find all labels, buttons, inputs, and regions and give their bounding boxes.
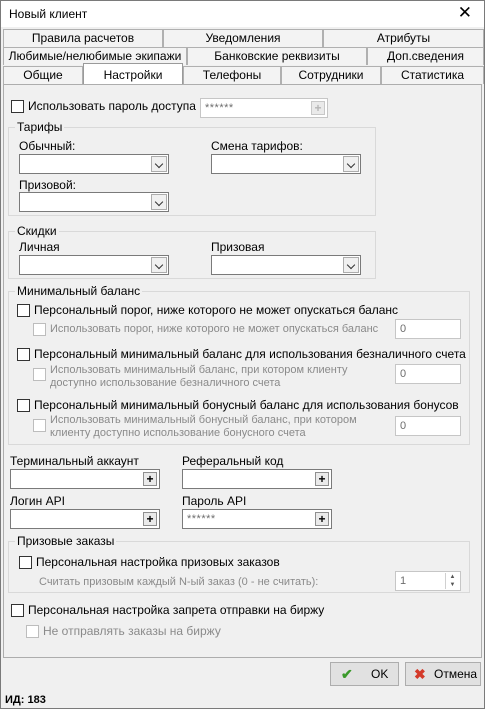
chevron-down-icon[interactable] <box>343 156 359 172</box>
cancel-label: Отмена <box>434 667 478 681</box>
ok-label: OK <box>371 667 389 681</box>
tab-extra[interactable]: Доп.сведения <box>367 47 484 65</box>
api-login-label: Логин API <box>10 494 65 508</box>
tab-bank[interactable]: Банковские реквизиты <box>187 47 367 65</box>
referral-code-field[interactable] <box>182 469 332 489</box>
api-password-plus-button[interactable]: + <box>315 512 329 526</box>
api-password-label: Пароль API <box>182 494 247 508</box>
bonus-checkbox[interactable] <box>17 399 30 412</box>
referral-code-plus-button[interactable]: + <box>315 472 329 486</box>
tab-settings[interactable]: Настройки <box>83 63 183 84</box>
bonus-sub-line2: клиенту доступно использование бонусного счета <box>50 427 306 439</box>
tab-general[interactable]: Общие <box>3 66 83 84</box>
access-password-label: Использовать пароль доступа <box>28 99 196 113</box>
tab-stats[interactable]: Статистика <box>381 66 484 84</box>
tab-employees[interactable]: Сотрудники <box>281 66 381 84</box>
discount-personal-label: Личная <box>19 240 60 254</box>
tab-attributes[interactable]: Атрибуты <box>323 29 484 47</box>
tab-crews[interactable]: Любимые/нелюбимые экипажи <box>3 47 187 65</box>
tab-notifications[interactable]: Уведомления <box>163 29 323 47</box>
discount-personal-select[interactable] <box>19 255 169 275</box>
min-balance-group <box>8 284 470 445</box>
spinner <box>445 573 459 589</box>
settings-panel <box>3 84 482 658</box>
cashless-sub-line2: доступно использование безналичного счета <box>50 377 281 389</box>
spin-up-icon: ▲ <box>449 574 456 580</box>
tariff-prize-label: Призовой: <box>19 178 76 192</box>
tariffs-group <box>8 120 376 216</box>
api-login-plus-button[interactable]: + <box>143 512 157 526</box>
cashless-sub-line1: Использовать минимальный баланс, при котором клиенту <box>50 364 348 376</box>
threshold-value-field: 0 <box>395 319 461 339</box>
chevron-down-icon[interactable] <box>343 257 359 273</box>
threshold-label: Персональный порог, ниже которого не может опускаться баланс <box>34 303 399 317</box>
prize-nth-stepper: 1 ▲ ▼ <box>395 571 461 591</box>
tariff-change-label: Смена тарифов: <box>211 139 303 153</box>
discounts-title: Скидки <box>17 224 57 238</box>
bonus-sub-line1: Использовать минимальный бонусный баланс, при котором <box>50 414 357 426</box>
cashless-value-field: 0 <box>395 364 461 384</box>
close-icon[interactable]: ✕ <box>457 3 472 22</box>
cancel-icon: ✖ <box>414 666 426 682</box>
window-title: Новый клиент <box>9 7 88 21</box>
terminal-account-field[interactable] <box>10 469 160 489</box>
no-send-checkbox <box>26 625 39 638</box>
terminal-account-plus-button[interactable]: + <box>143 472 157 486</box>
tariffs-title: Тарифы <box>17 120 63 134</box>
tariff-change-select[interactable] <box>211 154 361 174</box>
title-bar <box>1 1 484 27</box>
exchange-ban-label: Персональная настройка запрета отправки на биржу <box>28 603 325 617</box>
api-password-field[interactable]: ****** + <box>182 509 332 529</box>
cashless-label: Персональный минимальный баланс для использования безналичного счета <box>34 347 466 361</box>
threshold-checkbox[interactable] <box>17 304 30 317</box>
client-id-label: ИД: 183 <box>5 694 46 706</box>
referral-code-label: Реферальный код <box>182 454 284 468</box>
min-balance-title: Минимальный баланс <box>17 284 141 298</box>
api-login-field[interactable] <box>10 509 160 529</box>
access-password-field: ****** + <box>200 98 328 118</box>
tab-phones[interactable]: Телефоны <box>183 66 281 84</box>
spin-down-icon: ▼ <box>449 582 456 588</box>
discounts-group <box>8 224 376 279</box>
threshold-sub-label: Использовать порог, ниже которого не может опускаться баланс <box>50 323 379 335</box>
threshold-sub-checkbox <box>33 323 46 336</box>
bonus-label: Персональный минимальный бонусный баланс для использования бонусов <box>34 398 459 412</box>
terminal-account-label: Терминальный аккаунт <box>10 454 139 468</box>
discount-prize-label: Призовая <box>211 240 265 254</box>
prize-orders-label: Персональная настройка призовых заказов <box>36 555 280 569</box>
no-send-label: Не отправлять заказы на биржу <box>43 624 221 638</box>
chevron-down-icon[interactable] <box>151 194 167 210</box>
prize-orders-checkbox[interactable] <box>19 556 32 569</box>
ok-button[interactable] <box>330 662 399 686</box>
access-password-checkbox[interactable] <box>11 100 24 113</box>
exchange-ban-checkbox[interactable] <box>11 604 24 617</box>
bonus-sub-checkbox <box>33 419 46 432</box>
check-icon: ✔ <box>341 666 353 682</box>
chevron-down-icon[interactable] <box>151 257 167 273</box>
tariff-regular-label: Обычный: <box>19 139 76 153</box>
discount-prize-select[interactable] <box>211 255 361 275</box>
access-password-plus-button: + <box>311 101 325 115</box>
prize-nth-label: Считать призовым каждый N-ый заказ (0 - не считать): <box>39 576 319 588</box>
bonus-value-field: 0 <box>395 416 461 436</box>
tab-calc-rules[interactable]: Правила расчетов <box>3 29 163 47</box>
cashless-checkbox[interactable] <box>17 348 30 361</box>
cashless-sub-checkbox <box>33 368 46 381</box>
cancel-button[interactable] <box>405 662 481 686</box>
prize-orders-title: Призовые заказы <box>17 534 115 548</box>
prize-orders-group <box>8 534 470 593</box>
chevron-down-icon[interactable] <box>151 156 167 172</box>
tariff-prize-select[interactable] <box>19 192 169 212</box>
tariff-regular-select[interactable] <box>19 154 169 174</box>
